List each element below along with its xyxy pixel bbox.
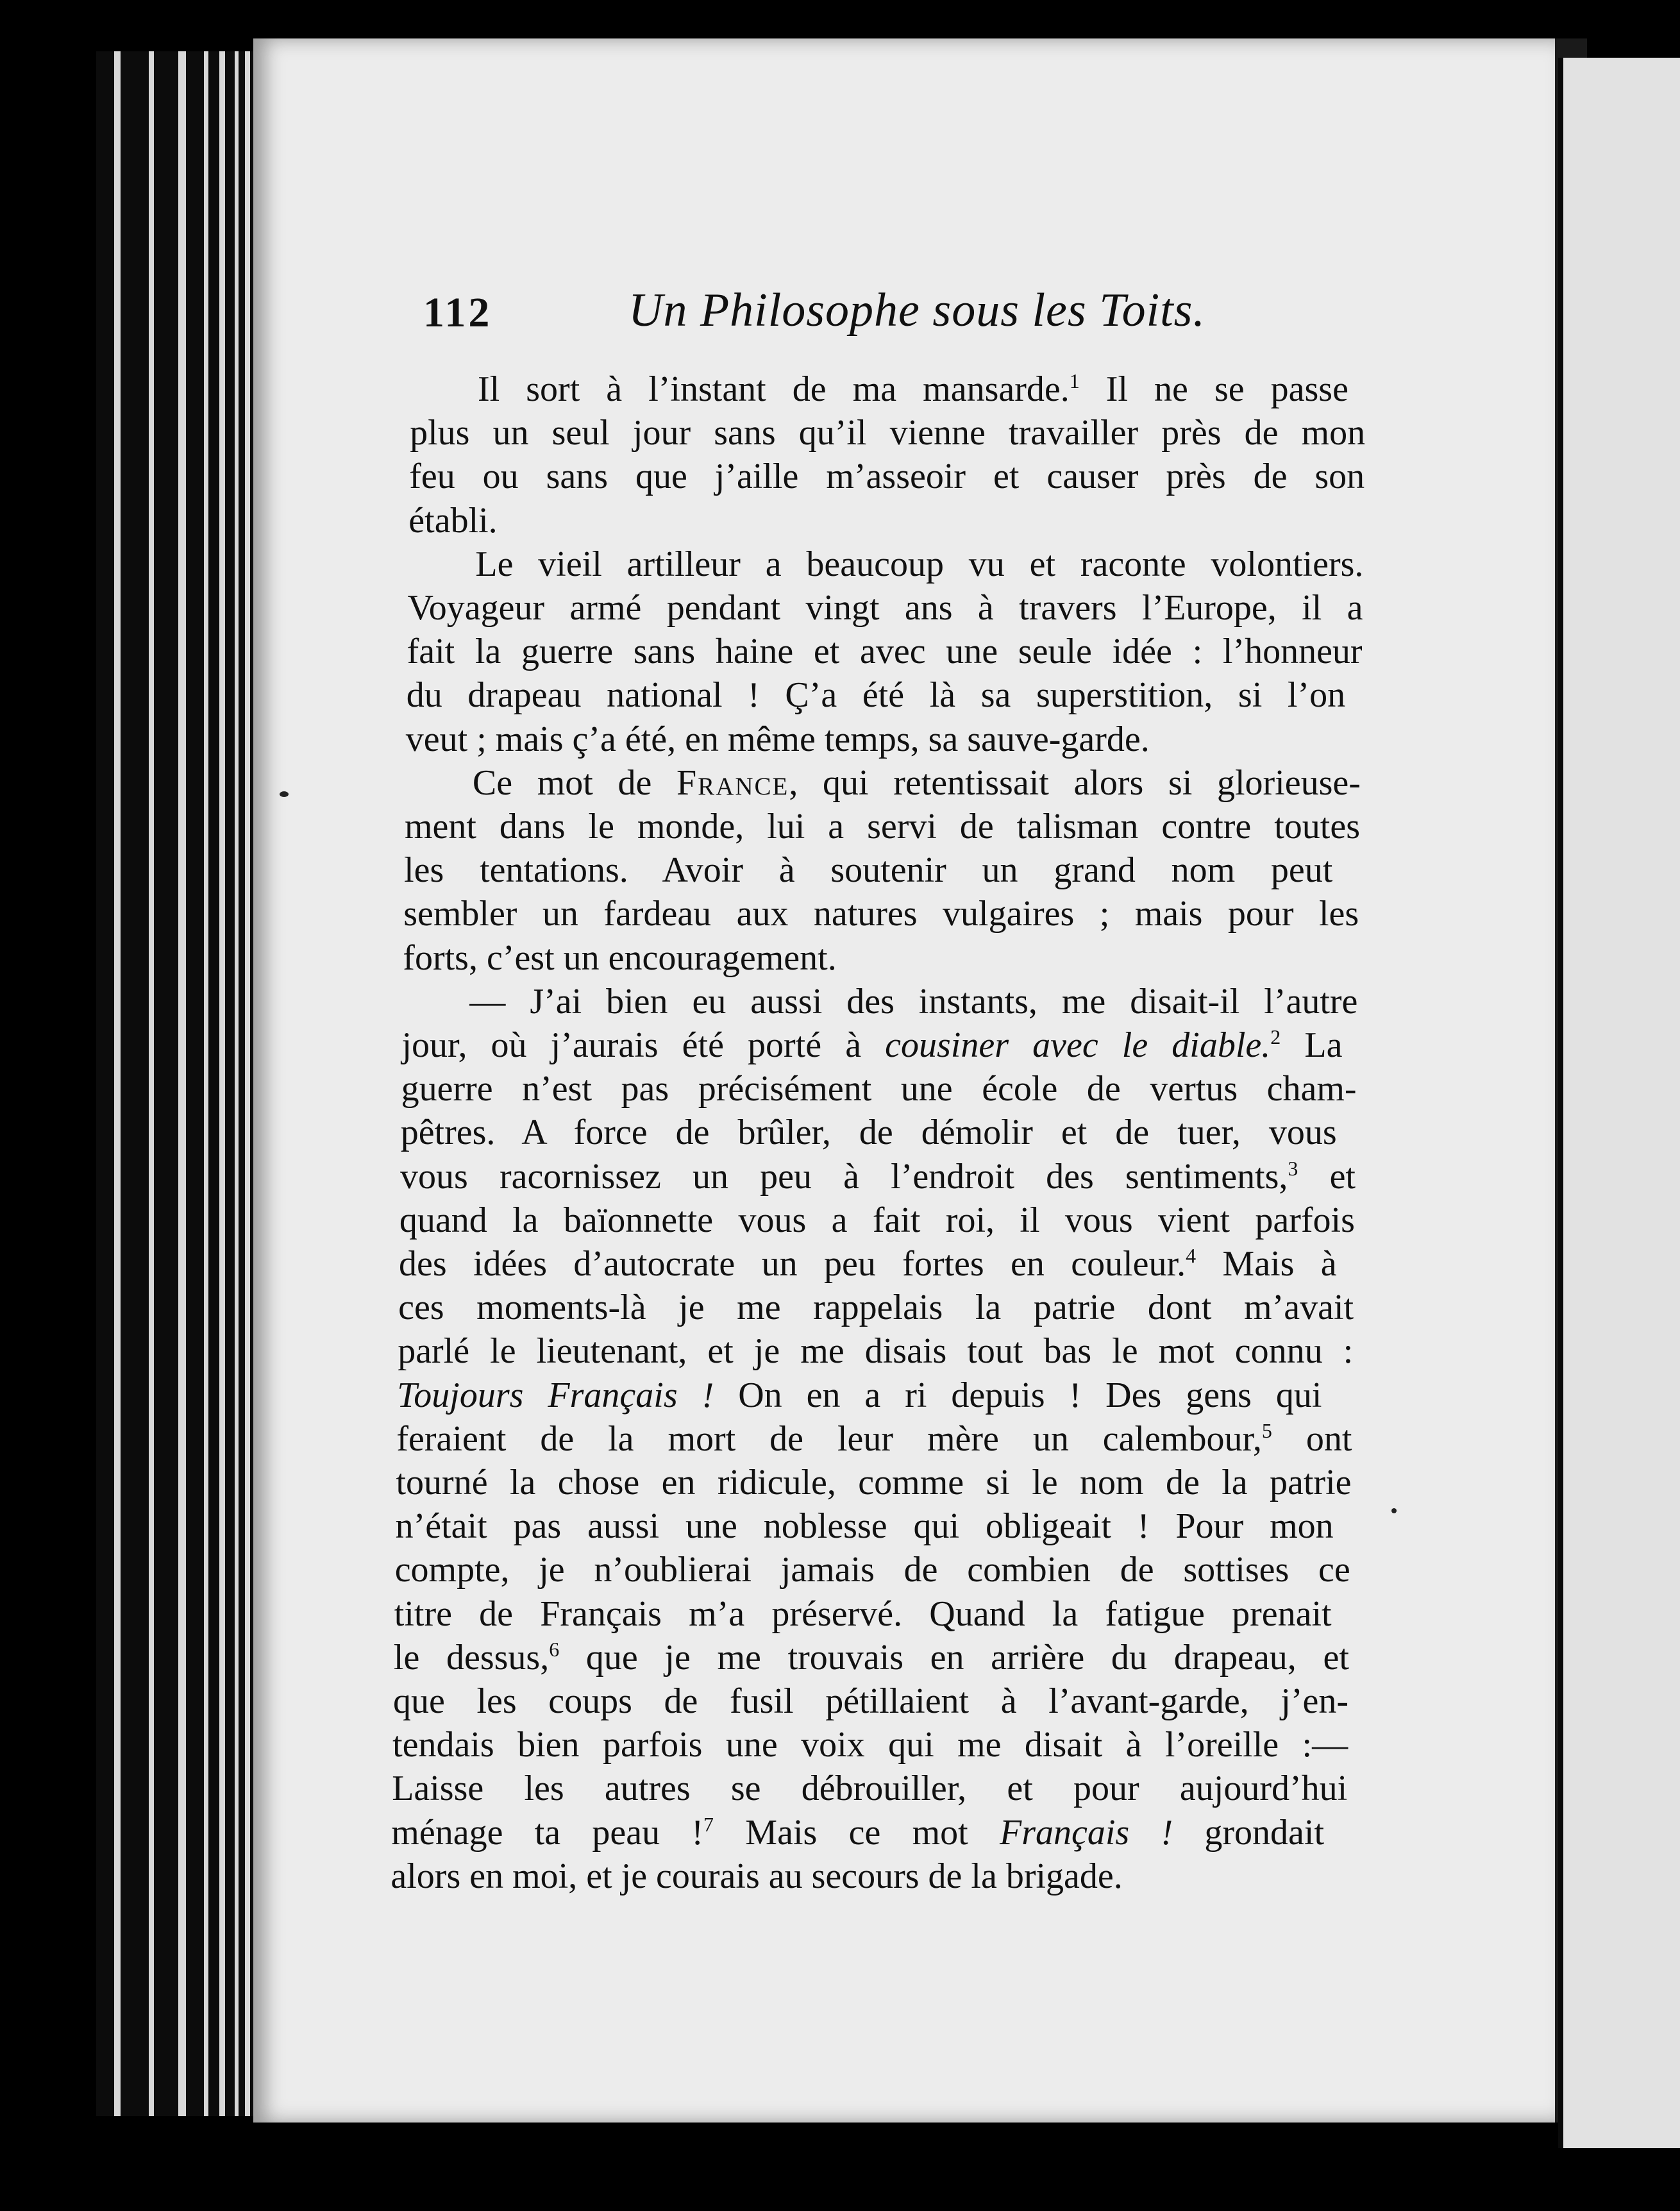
text-segment: jour, où j’aurais été porté à xyxy=(401,1025,886,1065)
text-line xyxy=(393,1681,1348,1722)
text-line xyxy=(407,675,1345,716)
text-segment: Ce mot de xyxy=(472,762,677,803)
text-segment: Le vieil artilleur a beaucoup vu et raconte volontiers. xyxy=(475,544,1364,584)
text-segment: que je me trouvais en arrière du drapeau, et xyxy=(559,1637,1349,1677)
page-number: 112 xyxy=(423,289,492,336)
text-line xyxy=(408,587,1363,628)
text-segment: des idées d’autocrate un peu fortes en couleur. xyxy=(399,1244,1186,1284)
text-segment: Toujours Français ! xyxy=(397,1375,714,1415)
text-segment: ment dans le monde, lui a servi de talisman contre toutes xyxy=(405,807,1360,846)
page-edge-line xyxy=(204,51,208,2116)
text-segment: Mais ce mot xyxy=(714,1812,1000,1853)
text-segment: plus un seul jour sans qu’il vienne travailler près de mon xyxy=(410,413,1366,453)
text-segment: du drapeau national ! Ç’a été là sa superstition, si l’on xyxy=(406,675,1346,716)
text-line xyxy=(398,1331,1353,1372)
text-segment: feraient de la mort de leur mère un calembour, xyxy=(396,1418,1262,1459)
text-segment: parlé le lieutenant, et je me disais tout bas le mot connu : xyxy=(398,1331,1354,1372)
footnote-ref: 5 xyxy=(1261,1418,1272,1442)
text-segment: établi. xyxy=(408,500,498,541)
text-line xyxy=(475,544,1363,585)
text-segment: On en a ri depuis ! Des gens qui xyxy=(714,1375,1322,1415)
running-title: Un Philosophe sous les Toits. xyxy=(628,284,1205,337)
page-edge-line xyxy=(114,51,121,2116)
text-line xyxy=(410,412,1365,453)
text-segment: Laisse les autres se débrouiller, et pour aujourd’hui xyxy=(392,1769,1348,1809)
next-page-edge xyxy=(1558,58,1680,2148)
text-segment: alors en moi, et je courais au secours de la brigade. xyxy=(391,1856,1123,1896)
text-segment: Mais à xyxy=(1196,1244,1337,1284)
text-line xyxy=(403,937,836,979)
text-line xyxy=(399,1200,1355,1241)
text-segment: Il sort à l’instant de ma mansarde. xyxy=(478,369,1070,409)
text-segment: forts, c’est un encouragement. xyxy=(403,937,837,978)
text-line xyxy=(399,1243,1337,1284)
text-line xyxy=(391,1812,1324,1853)
text-line xyxy=(396,1506,1334,1547)
text-segment: les tentations. Avoir à soutenir un grand nom peut xyxy=(404,850,1333,891)
text-segment: France xyxy=(676,762,789,803)
footnote-ref: 4 xyxy=(1186,1244,1197,1267)
text-line xyxy=(473,762,1361,803)
margin-mark xyxy=(280,791,289,797)
page-edge-line xyxy=(149,51,154,2116)
text-line xyxy=(409,456,1365,497)
text-segment: le dessus, xyxy=(393,1637,550,1677)
text-line xyxy=(405,806,1360,847)
text-segment: guerre n’est pas précisément une école de vertus cham- xyxy=(401,1069,1357,1109)
text-segment: titre de Français m’a préservé. Quand la fatigue prenait xyxy=(394,1593,1332,1634)
text-segment: grondait xyxy=(1173,1812,1325,1853)
text-segment: — J’ai bien eu aussi des instants, me disait-il l’autre xyxy=(469,981,1358,1021)
text-line xyxy=(392,1768,1347,1809)
text-line xyxy=(402,1025,1343,1066)
text-segment: et xyxy=(1298,1156,1356,1197)
text-segment: feu ou sans que j’aille m’asseoir et causer près de son xyxy=(409,457,1365,497)
page-edge-line xyxy=(235,51,239,2116)
text-line xyxy=(394,1593,1332,1635)
text-line xyxy=(403,893,1359,934)
text-line xyxy=(398,1287,1354,1328)
text-segment: ménage ta peau ! xyxy=(391,1812,704,1853)
page-edges xyxy=(96,51,263,2116)
text-segment: Il ne se passe xyxy=(1079,369,1348,409)
text-segment: compte, je n’oublierai jamais de combien de sottises ce xyxy=(394,1550,1350,1590)
footnote-ref: 3 xyxy=(1288,1156,1298,1180)
text-segment: ont xyxy=(1272,1418,1352,1459)
text-line xyxy=(391,1856,1122,1897)
text-segment: veut ; mais ç’a été, en même temps, sa sauve-garde. xyxy=(405,719,1150,759)
text-line xyxy=(401,1068,1357,1109)
footnote-ref: 2 xyxy=(1270,1025,1281,1048)
text-segment: n’était pas aussi une noblesse qui obligeait ! Pour mon xyxy=(395,1506,1334,1547)
text-line xyxy=(404,850,1332,891)
text-line xyxy=(469,981,1357,1022)
text-segment: Voyageur armé pendant vingt ans à travers l’Europe, il a xyxy=(407,588,1363,628)
page-edge-line xyxy=(245,51,250,2116)
text-line xyxy=(400,1156,1356,1197)
text-line xyxy=(394,1637,1349,1678)
text-segment: fait la guerre sans haine et avec une seule idée : l’honneur xyxy=(407,632,1363,672)
text-segment: Français ! xyxy=(999,1812,1173,1853)
text-segment: vous racornissez un peu à l’endroit des sentiments, xyxy=(399,1156,1288,1197)
text-line xyxy=(401,1112,1337,1153)
text-segment: tourné la chose en ridicule, comme si le nom de la patrie xyxy=(396,1463,1352,1502)
text-line xyxy=(392,1724,1348,1765)
text-segment: , qui retentissait alors si glorieuse- xyxy=(789,762,1361,803)
text-segment: sembler un fardeau aux natures vulgaires ; mais pour les xyxy=(403,894,1359,934)
margin-mark xyxy=(1391,1508,1397,1513)
text-line xyxy=(395,1549,1350,1590)
text-line xyxy=(396,1418,1352,1459)
page-edge-line xyxy=(178,51,186,2116)
text-segment: La xyxy=(1281,1025,1343,1065)
footnote-ref: 7 xyxy=(703,1812,714,1836)
footnote-ref: 6 xyxy=(549,1637,560,1661)
text-line xyxy=(478,369,1348,410)
text-line xyxy=(397,1375,1322,1416)
footnote-ref: 1 xyxy=(1069,369,1080,392)
text-segment: cousiner avec le diable. xyxy=(885,1025,1271,1065)
text-segment: tendais bien parfois une voix qui me disait à l’oreille :— xyxy=(392,1725,1348,1765)
page-edge-line xyxy=(219,51,225,2116)
text-line xyxy=(408,500,497,541)
text-line xyxy=(406,719,1150,760)
text-segment: que les coups de fusil pétillaient à l’avant-garde, j’en- xyxy=(393,1681,1348,1721)
text-segment: quand la baïonnette vous a fait roi, il vous vient parfois xyxy=(399,1200,1355,1240)
text-line xyxy=(407,631,1363,672)
text-segment: ces moments-là je me rappelais la patrie dont m’avait xyxy=(398,1288,1354,1328)
text-line xyxy=(396,1462,1352,1503)
text-segment: pêtres. A force de brûler, de démolir et de tuer, vous xyxy=(400,1113,1337,1153)
